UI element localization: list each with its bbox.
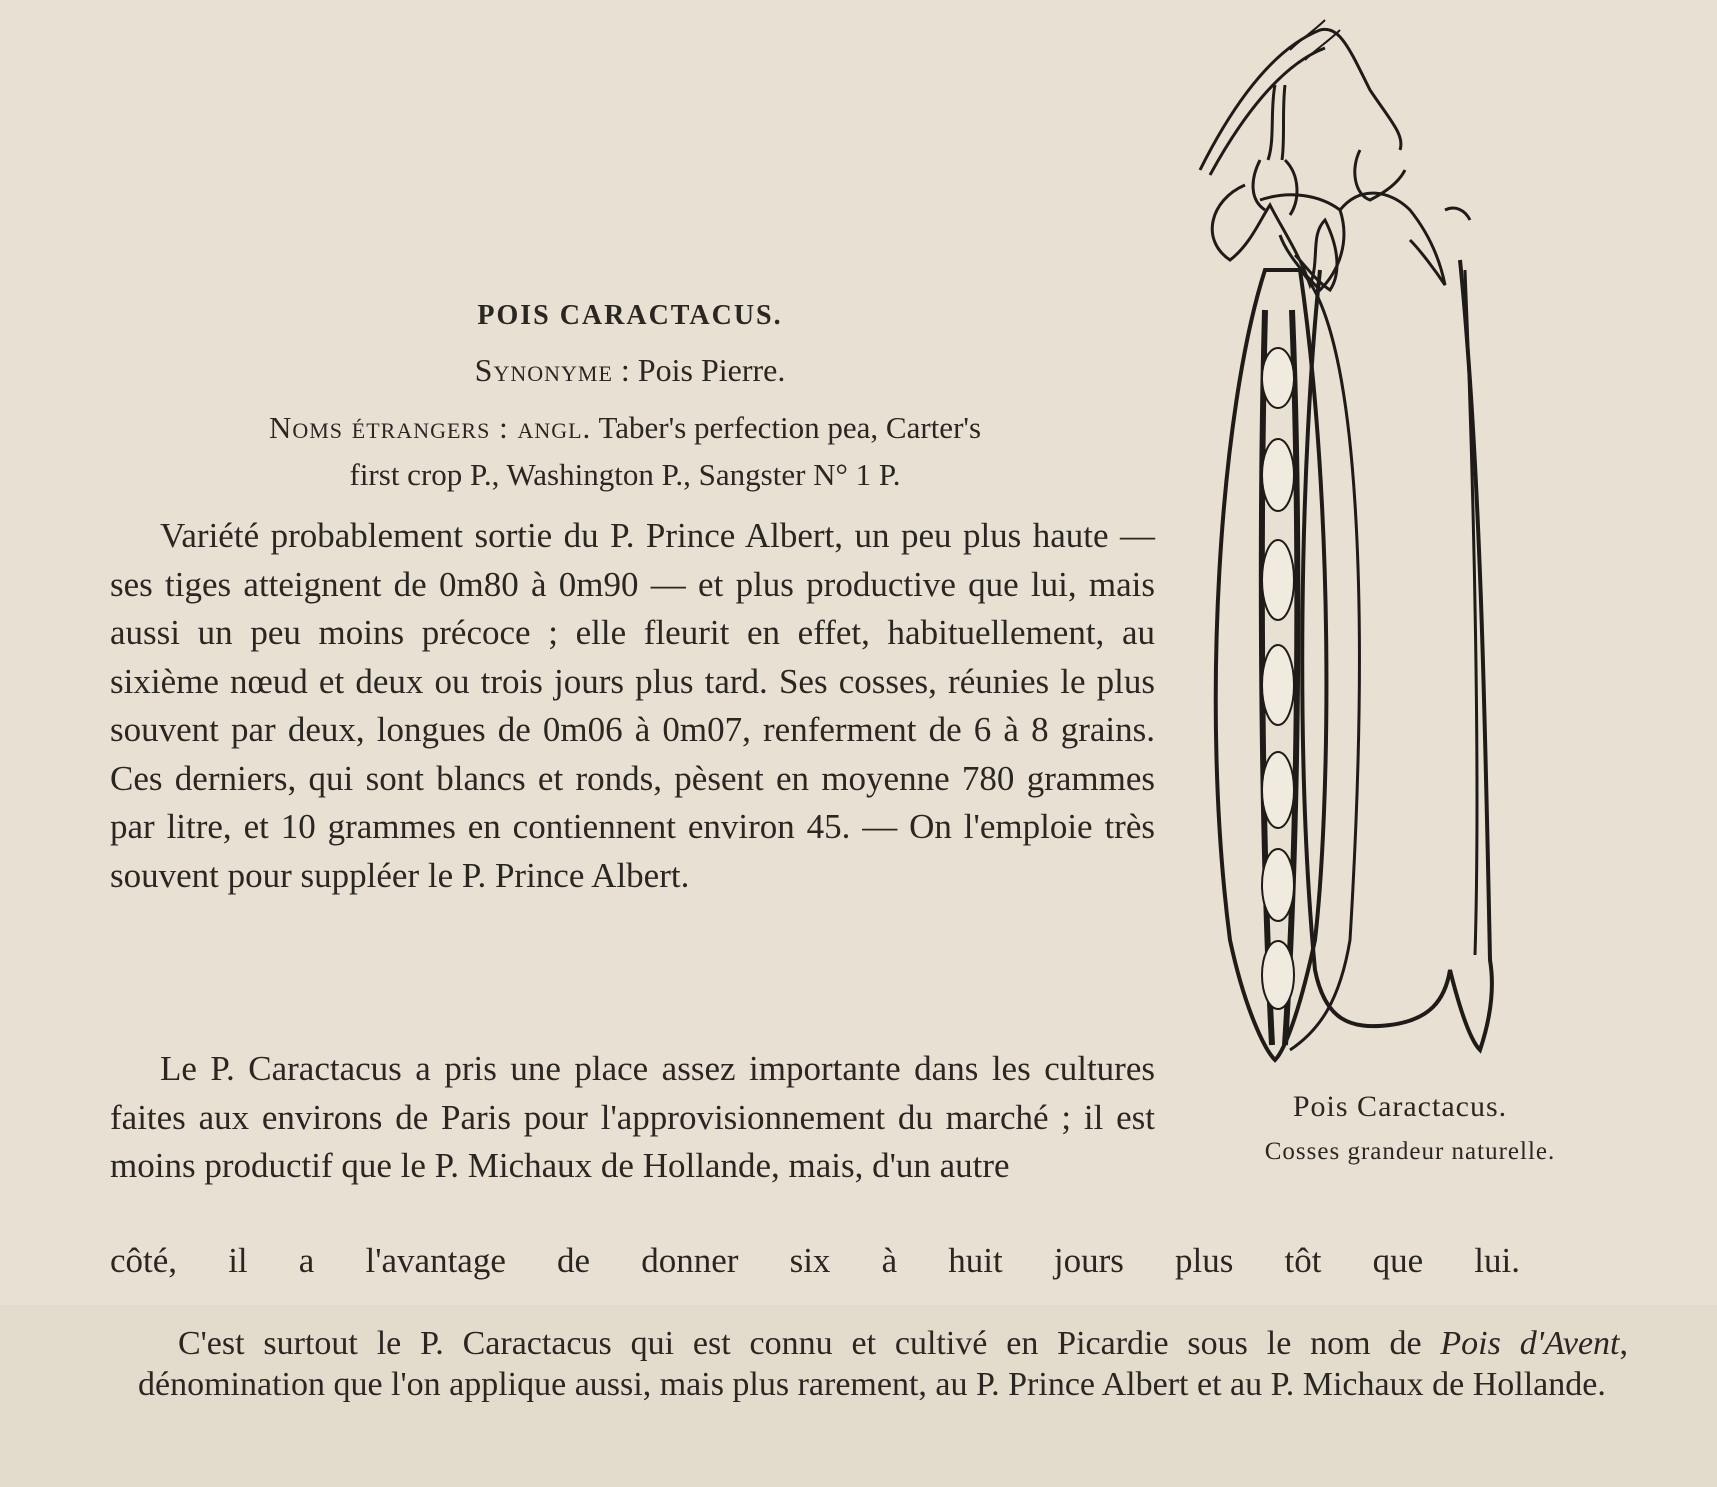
figure-subcaption: Cosses grandeur naturelle.: [1264, 1138, 1556, 1165]
foreign-names-label: Noms étrangers : angl.: [268, 410, 592, 445]
pea-5: [1262, 752, 1294, 828]
left-stem: [1268, 85, 1275, 160]
synonym-line: [300, 352, 960, 389]
pea-pods-illustration: [1190, 10, 1610, 1080]
paragraph-1: Variété probablement sortie du P. Prince Albert, un peu plus haute — ses tiges atteignent de 0m80 à 0m90 — et plus productive que lui, mais aussi un peu moins précoce ; elle fleurit en effet, habituellement, au sixième nœud et deux ou trois jours plus tard. Ses cosses, réunies le plus souvent par deux, longues de 0m06 à 0m07, renferment de 6 à 8 grains. Ces derniers, qui sont blancs et ronds, pèsent en moyenne 780 grammes par litre, et 10 grammes en contiennent environ 45. — On l'emploie très souvent pour suppléer le P. Prince Albert.: [110, 516, 1155, 895]
figure-caption: Pois Caractacus.: [1292, 1090, 1508, 1123]
right-stem: [1200, 29, 1401, 170]
paragraph-2-last-line: côté, il a l'avantage de donner six à huit jours plus tôt que lui.: [110, 1241, 1520, 1280]
pea-4: [1262, 645, 1294, 725]
note-paragraph: [138, 1323, 1628, 1405]
regional-note: [138, 1323, 1628, 1405]
note-italic-name: Pois d'Avent: [1440, 1325, 1620, 1362]
foreign-names: [110, 404, 1140, 498]
culture-paragraph: [110, 1045, 1155, 1191]
synonym-value: Pois Pierre.: [629, 352, 786, 388]
pea-6: [1262, 849, 1294, 921]
pea-3: [1262, 540, 1294, 620]
pea-1: [1262, 348, 1294, 408]
synonym-label: Synonyme: [474, 352, 613, 388]
paragraph-2: Le P. Caractacus a pris une place assez importante dans les cultures faites aux environs de Paris pour l'approvisionnement du marché ; il est moins productif que le P. Michaux de Hollande, mais, d'un autre: [110, 1049, 1155, 1185]
foreign-names-line1: Taber's perfection pea, Carter's: [591, 410, 982, 445]
pea-7: [1262, 941, 1294, 1009]
pea-2: [1262, 439, 1294, 511]
synonym-separator: :: [612, 352, 630, 388]
foreign-names-line2: first crop P., Washington P., Sangster N° 1 P.: [349, 457, 901, 492]
right-pod-outline: [1302, 260, 1492, 1050]
description-paragraph: [110, 512, 1155, 900]
note-text-2: , dénomination que l'on applique aussi, mais plus rarement, au P. Prince Albert et au P. Michaux de Hollande.: [138, 1325, 1628, 1403]
entry-title: POIS CARACTACUS.: [477, 300, 783, 331]
note-text-1: C'est surtout le P. Caractacus qui est connu et cultivé en Picardie sous le nom de: [178, 1325, 1441, 1362]
